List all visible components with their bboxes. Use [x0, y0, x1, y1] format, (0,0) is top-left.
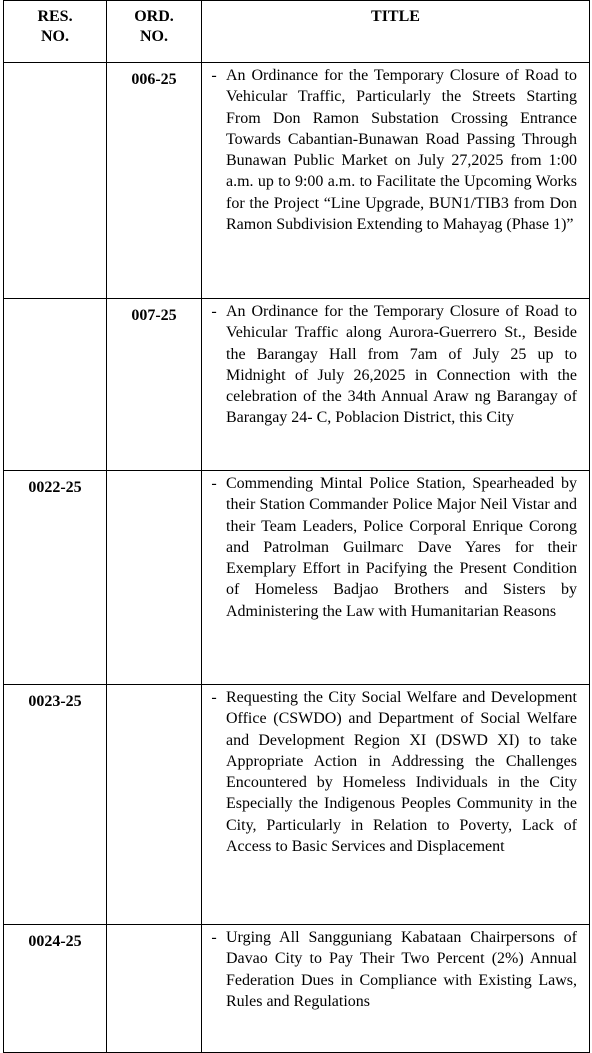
header-row	[4, 1, 590, 63]
table-row	[4, 63, 590, 299]
ord-no-cell: 006-25	[107, 63, 202, 299]
bullet-dash: -	[211, 689, 217, 706]
title-cell	[202, 685, 590, 925]
ord-no-cell: 007-25	[107, 299, 202, 471]
title-text: An Ordinance for the Temporary Closure of Road to Vehicular Traffic along Aurora-Guerrero St., Beside the Barangay Hall from 7am of July 25 up to Midnight of July 26,2025 in Connection with the celebration of the 34th Annual Araw ng Barangay of Barangay 24- C, Poblacion District, this City	[226, 303, 577, 427]
title-text: Commending Mintal Police Station, Spearheaded by their Station Commander Police Major Neil Vistar and their Team Leaders, Police Corporal Enrique Corong and Patrolman Guilmarc Dave Yares for their Exemplary Effort in Pacifying the Present Condition of Homeless Badjao Brothers and Sisters by Administering the Law with Humanitarian Reasons	[226, 475, 577, 620]
title-cell	[202, 63, 590, 299]
title-cell	[202, 925, 590, 1053]
title-cell	[202, 471, 590, 685]
ord-no-cell	[107, 471, 202, 685]
title-text: An Ordinance for the Temporary Closure of Road to Vehicular Traffic, Particularly the Streets Starting From Don Ramon Substation Crossing Entrance Towards Cabantian-Bunawan Road Passing Through Bunawan Public Market on July 27,2025 from 1:00 a.m. up to 9:00 a.m. to Facilitate the Upcoming Works for the Project “Line Upgrade, BUN1/TIB3 from Don Ramon Subdivision Extending to Mahayag (Phase 1)”	[226, 67, 577, 234]
bullet-dash: -	[211, 303, 217, 320]
table-row	[4, 925, 590, 1053]
bullet-dash: -	[211, 67, 217, 84]
header-ord-no-line2: NO.	[140, 28, 168, 45]
header-title	[202, 1, 590, 63]
res-no-cell	[4, 299, 107, 471]
title-text: Requesting the City Social Welfare and Development Office (CSWDO) and Department of Social Welfare and Development Region XI (DSWD XI) to take Appropriate Action in Addressing the Challenges Encountered by Homeless Individuals in the City Especially the Indigenous Peoples Community in the City, Particularly in Relation to Poverty, Lack of Access to Basic Services and Displacement	[226, 689, 577, 856]
ord-no-cell	[107, 925, 202, 1053]
header-title-text: TITLE	[371, 8, 420, 25]
bullet-dash: -	[211, 929, 217, 946]
title-text: Urging All Sangguniang Kabataan Chairpersons of Davao City to Pay Their Two Percent (2%) Annual Federation Dues in Compliance with Existing Laws, Rules and Regulations	[226, 929, 577, 1010]
table-row	[4, 685, 590, 925]
header-res-no-line1: RES.	[37, 8, 73, 25]
records-table	[3, 0, 590, 1053]
header-res-no	[4, 1, 107, 63]
res-no-cell: 0023-25	[4, 685, 107, 925]
header-res-no-line2: NO.	[41, 28, 69, 45]
table-row	[4, 471, 590, 685]
res-no-cell: 0024-25	[4, 925, 107, 1053]
res-no-cell	[4, 63, 107, 299]
header-ord-no	[107, 1, 202, 63]
header-ord-no-line1: ORD.	[134, 8, 174, 25]
title-cell	[202, 299, 590, 471]
ord-no-cell	[107, 685, 202, 925]
bullet-dash: -	[211, 475, 217, 492]
res-no-cell: 0022-25	[4, 471, 107, 685]
table-row	[4, 299, 590, 471]
